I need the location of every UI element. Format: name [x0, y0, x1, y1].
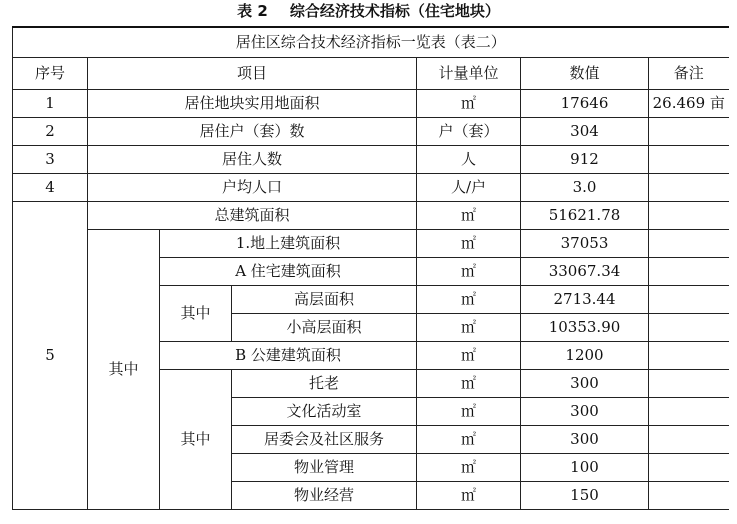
row-item: 居住地块实用地面积 [88, 90, 417, 118]
row-value: 51621.78 [521, 202, 649, 230]
row-note [649, 146, 729, 174]
row-value: 300 [521, 398, 649, 426]
row-item: 文化活动室 [232, 398, 417, 426]
row-value: 150 [521, 482, 649, 510]
row-value: 304 [521, 118, 649, 146]
row-value: 300 [521, 426, 649, 454]
section5-group-label: 其中 [88, 230, 160, 510]
table-row [13, 90, 729, 118]
row-note [649, 174, 729, 202]
row-note [649, 286, 729, 314]
table-caption-title: 综合经济技术指标（住宅地块） [289, 2, 500, 20]
row-value: 912 [521, 146, 649, 174]
header-unit: 计量单位 [417, 58, 521, 90]
table-caption [0, 0, 737, 22]
row-value: 17646 [521, 90, 649, 118]
row-unit: ㎡ [417, 398, 521, 426]
row-note [649, 454, 729, 482]
table-row [13, 202, 729, 230]
row-value: 100 [521, 454, 649, 482]
header-note: 备注 [649, 58, 729, 90]
row-value: 3.0 [521, 174, 649, 202]
row-item: 居住人数 [88, 146, 417, 174]
row-note [649, 426, 729, 454]
row-note [649, 398, 729, 426]
row-item: 户均人口 [88, 174, 417, 202]
row-unit: ㎡ [417, 314, 521, 342]
table-title-row [13, 27, 729, 58]
header-item: 项目 [88, 58, 417, 90]
row-note [649, 482, 729, 510]
row-note [649, 230, 729, 258]
row-item: B 公建建筑面积 [160, 342, 417, 370]
row-seq: 4 [13, 174, 88, 202]
row-note [649, 258, 729, 286]
row-unit: 人/户 [417, 174, 521, 202]
row-value: 1200 [521, 342, 649, 370]
table-row [13, 146, 729, 174]
row-unit: ㎡ [417, 230, 521, 258]
public-sub-label: 其中 [160, 370, 232, 510]
table-title: 居住区综合技术经济指标一览表（表二） [13, 27, 729, 58]
header-row [13, 58, 729, 90]
row-value: 2713.44 [521, 286, 649, 314]
residential-sub-label: 其中 [160, 286, 232, 342]
table-row [13, 174, 729, 202]
row-unit: ㎡ [417, 342, 521, 370]
row-note [649, 202, 729, 230]
table-row [13, 118, 729, 146]
section5-seq: 5 [13, 202, 88, 510]
row-value: 33067.34 [521, 258, 649, 286]
indicator-table [12, 26, 729, 510]
row-item: 托老 [232, 370, 417, 398]
table-row [13, 230, 729, 258]
row-note [649, 342, 729, 370]
row-note [649, 314, 729, 342]
row-unit: ㎡ [417, 202, 521, 230]
row-note: 26.469 亩 [649, 90, 729, 118]
row-unit: ㎡ [417, 370, 521, 398]
row-item: 物业管理 [232, 454, 417, 482]
row-unit: ㎡ [417, 258, 521, 286]
row-value: 10353.90 [521, 314, 649, 342]
row-unit: ㎡ [417, 482, 521, 510]
row-value: 37053 [521, 230, 649, 258]
row-seq: 1 [13, 90, 88, 118]
row-item: A 住宅建筑面积 [160, 258, 417, 286]
row-unit: ㎡ [417, 426, 521, 454]
row-item: 1.地上建筑面积 [160, 230, 417, 258]
row-unit: 人 [417, 146, 521, 174]
row-note [649, 118, 729, 146]
row-item: 物业经营 [232, 482, 417, 510]
row-unit: ㎡ [417, 90, 521, 118]
row-item: 总建筑面积 [88, 202, 417, 230]
header-value: 数值 [521, 58, 649, 90]
row-seq: 2 [13, 118, 88, 146]
row-value: 300 [521, 370, 649, 398]
row-unit: ㎡ [417, 454, 521, 482]
row-unit: 户（套） [417, 118, 521, 146]
row-seq: 3 [13, 146, 88, 174]
row-item: 高层面积 [232, 286, 417, 314]
row-item: 居住户（套）数 [88, 118, 417, 146]
header-seq: 序号 [13, 58, 88, 90]
row-item: 小高层面积 [232, 314, 417, 342]
row-unit: ㎡ [417, 286, 521, 314]
table-number: 表 2 [237, 2, 268, 20]
row-item: 居委会及社区服务 [232, 426, 417, 454]
row-note [649, 370, 729, 398]
